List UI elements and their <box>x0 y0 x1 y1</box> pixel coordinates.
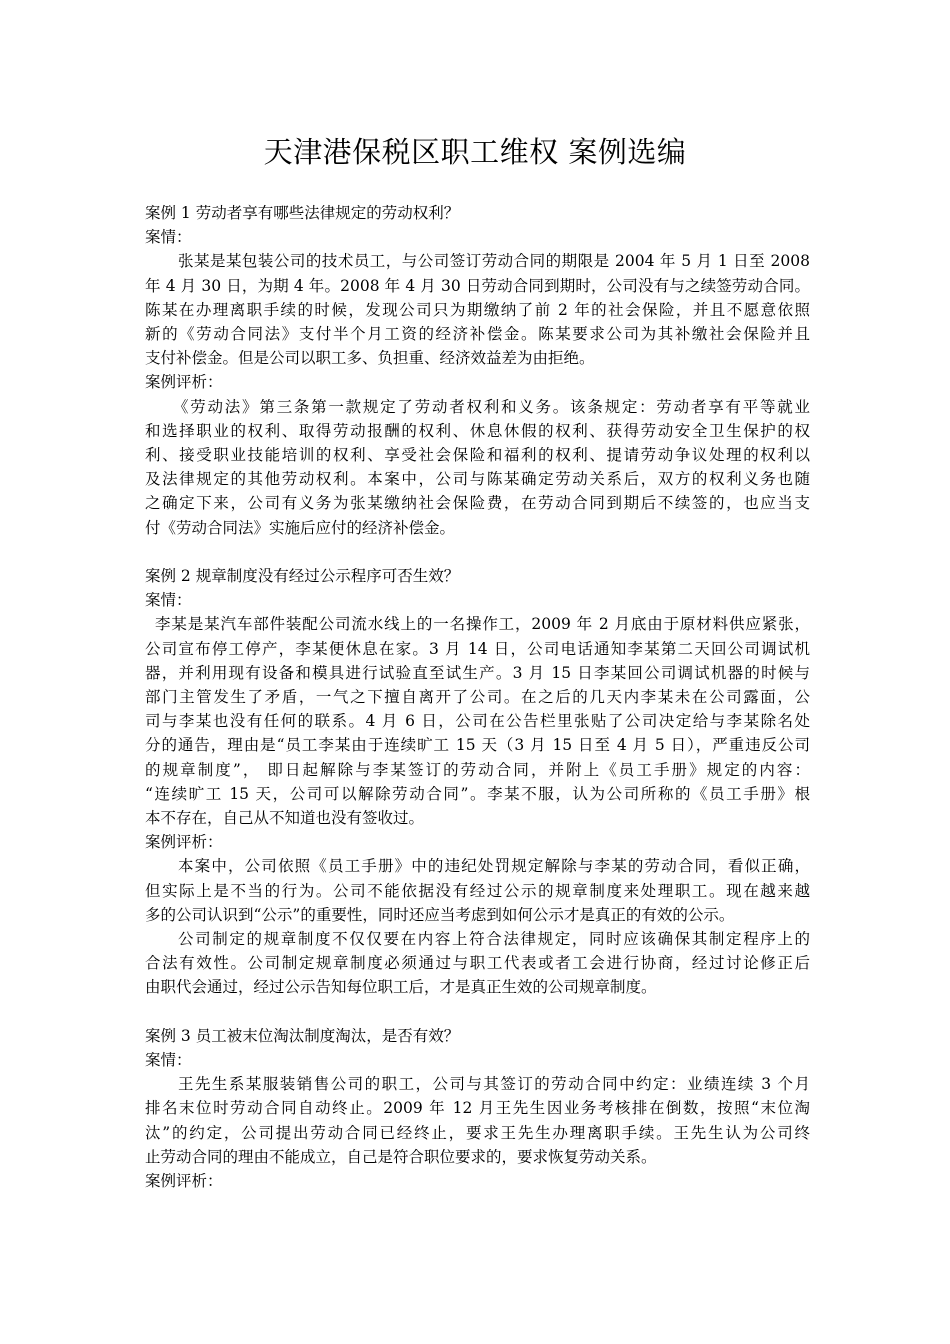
section-heading: 案例评析： <box>145 833 223 852</box>
paragraph-line: 《劳动法》第三条第一款规定了劳动者权利和义务。该条规定：劳动者享有平等就业 <box>173 397 810 416</box>
section-heading: 案情： <box>145 1051 192 1069</box>
paragraph-line: 器，并利用现有设备和模具进行试验直至试生产。3 月 15 日李某回公司调试机器的时候与 <box>145 663 810 682</box>
paragraph-line: 和选择职业的权利、取得劳动报酬的权利、休息休假的权利、获得劳动安全卫生保护的权 <box>145 421 810 440</box>
paragraph-line: 年 4 月 30 日，为期 4 年。2008 年 4 月 30 日劳动合同到期时，公司没有与之续签劳动合同。 <box>145 276 810 295</box>
section-heading: 案例 2 规章制度没有经过公示程序可否生效？ <box>145 567 460 585</box>
paragraph-line: 但实际上是不当的行为。公司不能依据没有经过公示的规章制度来处理职工。现在越来越 <box>145 881 810 900</box>
section-heading: 案例 3 员工被末位淘汰制度淘汰，是否有效？ <box>145 1026 460 1045</box>
paragraph-line: 司与李某也没有任何的联系。4 月 6 日，公司在公告栏里张贴了公司决定给与李某除名处 <box>145 712 810 731</box>
paragraph-line: 付《劳动合同法》实施后应付的经济补偿金。 <box>145 518 456 537</box>
document-title: 天津港保税区职工维权 案例选编 <box>263 135 687 169</box>
section-heading: 案情： <box>145 228 192 247</box>
paragraph-line: 及法律规定的其他劳动权利。本案中，公司与陈某确定劳动关系后，双方的权利义务也随 <box>145 470 810 489</box>
paragraph-line: 汰”的约定，公司提出劳动合同已经终止，要求王先生办理离职手续。王先生认为公司终 <box>145 1123 810 1142</box>
section-heading: 案情： <box>145 591 192 610</box>
section-heading: 案例 1 劳动者享有哪些法律规定的劳动权利？ <box>145 204 460 222</box>
paragraph-line: 部门主管发生了矛盾，一气之下擅自离开了公司。在之后的几天内李某未在公司露面，公 <box>145 688 810 706</box>
paragraph-line: 李某是某汽车部件装配公司流水线上的一名操作工，2009 年 2 月底由于原材料供应紧张， <box>155 615 810 634</box>
paragraph-line: 合法有效性。公司制定规章制度必须通过与职工代表或者工会进行协商，经过讨论修正后 <box>145 954 810 973</box>
paragraph-line: 张某是某包装公司的技术员工，与公司签订劳动合同的期限是 2004 年 5 月 1 日至 2008 <box>178 252 810 271</box>
paragraph-line: 公司制定的规章制度不仅仅要在内容上符合法律规定，同时应该确保其制定程序上的 <box>178 930 810 948</box>
paragraph-line: 新的《劳动合同法》支付半个月工资的经济补偿金。陈某要求公司为其补缴社会保险并且 <box>145 325 810 343</box>
paragraph-line: 支付补偿金。但是公司以职工多、负担重、经济效益差为由拒绝。 <box>145 349 595 368</box>
paragraph-line: “连续旷工 15 天，公司可以解除劳动合同”。李某不服，认为公司所称的《员工手册》根 <box>145 784 810 803</box>
paragraph-line: 本案中，公司依照《员工手册》中的违纪处罚规定解除与李某的劳动合同，看似正确， <box>178 857 810 876</box>
paragraph-line: 本不存在，自己从不知道也没有签收过。 <box>145 809 425 827</box>
paragraph-line: 公司宣布停工停产，李某便休息在家。3 月 14 日，公司电话通知李某第二天回公司调试机 <box>145 639 810 658</box>
paragraph-line: 由职代会通过，经过公示告知每位职工后，才是真正生效的公司规章制度。 <box>145 978 657 997</box>
section-heading: 案例评析： <box>145 373 223 392</box>
paragraph-line: 多的公司认识到“公示”的重要性，同时还应当考虑到如何公示才是真正的有效的公示。 <box>145 905 735 924</box>
paragraph-line: 分的通告，理由是“员工李某由于连续旷工 15 天（3 月 15 日至 4 月 5 日），严重违反公司 <box>145 736 810 755</box>
paragraph-line: 之确定下来，公司有义务为张某缴纳社会保险费，在劳动合同到期后不续签的，也应当支 <box>145 494 810 513</box>
paragraph-line: 陈某在办理离职手续的时候，发现公司只为期缴纳了前 2 年的社会保险，并且不愿意依照 <box>145 300 810 319</box>
paragraph-line: 利、接受职业技能培训的权利、享受社会保险和福利的权利、提请劳动争议处理的权利以 <box>145 446 810 464</box>
paragraph-line: 的规章制度”， 即日起解除与李某签订的劳动合同，并附上《员工手册》规定的内容： <box>145 760 810 779</box>
paragraph-line: 王先生系某服装销售公司的职工，公司与其签订的劳动合同中约定：业绩连续 3 个月 <box>178 1075 810 1094</box>
section-heading: 案例评析： <box>145 1172 223 1190</box>
paragraph-line: 排名末位时劳动合同自动终止。2009 年 12 月王先生因业务考核排在倒数，按照“末位淘 <box>145 1099 810 1118</box>
paragraph-line: 止劳动合同的理由不能成立，自己是符合职位要求的，要求恢复劳动关系。 <box>145 1147 657 1166</box>
